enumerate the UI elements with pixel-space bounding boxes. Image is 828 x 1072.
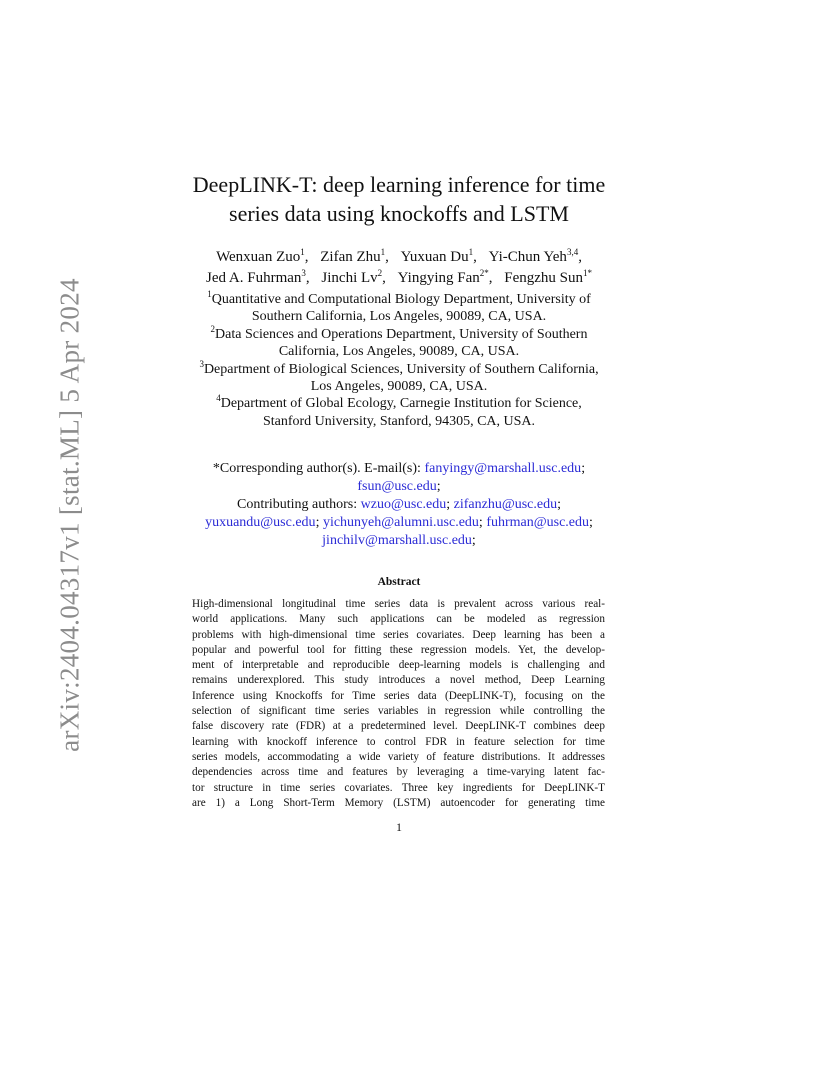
abstract-line: selection of significant time series variables in regression while controlling the <box>192 705 605 718</box>
abstract-line: problems with high-dimensional time series covariates. Deep learning has been a <box>192 628 605 641</box>
abstract-line: series models, accommodating a wide variety of feature distributions. It addresses <box>192 750 605 763</box>
page-number: 1 <box>396 820 402 834</box>
affiliation: $^4$Department of Global Ecology, Carnegie Institution for Science, Stanford University, Stanford, 94305, CA, USA. <box>216 393 582 429</box>
email-link[interactable]: fuhrman@usc.edu <box>486 515 590 530</box>
affiliations <box>150 291 648 430</box>
author: Jinchi Lv$^2$, <box>321 268 386 286</box>
contact-block: *Corresponding author(s). E-mail(s): fanyingy@marshall.usc.edu; fsun@usc.edu; Contributing authors: wzuo@usc.edu; zifanzhu@usc.edu; yuxuandu@usc.edu; yichunyeh@alumni.usc.edu; fuhrman@usc.edu; jinchilv@marshall.usc.edu; <box>150 460 648 550</box>
abstract-line: ment of interpretable and reproducible deep-learning models is challenging and <box>192 659 605 672</box>
email-link[interactable]: wzuo@usc.edu <box>360 497 447 512</box>
abstract-line: High-dimensional longitudinal time series data is prevalent across various real- <box>192 598 605 610</box>
contributing-label: Contributing authors: <box>236 497 358 512</box>
author: Yingying Fan$^{2*}$, <box>397 268 493 286</box>
abstract-line: remains underexplored. This study introduces a novel method, Deep Learning <box>192 674 605 687</box>
abstract-line: world applications. Many such applications can be modeled as regression <box>192 613 605 626</box>
abstract-line: tor structure in time series covariates. Three key ingredients for DeepLINK-T <box>192 781 605 794</box>
author-row-1 <box>150 247 648 268</box>
email-link[interactable]: jinchilv@marshall.usc.edu <box>322 533 472 548</box>
arxiv-stamp: arXiv:2404.04317v1 [stat.ML] 5 Apr 2024 <box>54 278 85 752</box>
abstract-line: false discovery rate (FDR) at a predetermined level. DeepLINK-T combines deep <box>192 720 605 733</box>
affiliation: $^1$Quantitative and Computational Biology Department, University of Southern California, Los Angeles, 90089, CA, USA. <box>207 289 591 325</box>
title-line-1: DeepLINK-T: deep learning inference for time <box>192 172 606 197</box>
email-link[interactable]: fsun@usc.edu <box>357 479 437 494</box>
corresponding-label: *Corresponding author(s). E-mail(s): <box>212 461 421 476</box>
email-link[interactable]: fanyingy@marshall.usc.edu <box>424 461 582 476</box>
abstract-line: Inference using Knockoffs for Time series data (DeepLINK-T), focusing on the <box>192 689 605 702</box>
abstract-line: are 1) a Long Short-Term Memory (LSTM) autoencoder for generating time <box>192 796 605 809</box>
author: Jed A. Fuhrman$^3$, <box>205 268 310 286</box>
paper-title <box>150 170 648 228</box>
author-row-2 <box>150 268 648 289</box>
abstract-body <box>192 597 605 811</box>
email-link[interactable]: yuxuandu@usc.edu <box>205 515 316 530</box>
author: Yuxuan Du$^1$, <box>400 247 477 265</box>
email-link[interactable]: zifanzhu@usc.edu <box>453 497 558 512</box>
abstract-line: popular and powerful tool for fitting these regression models. Yet, the develop- <box>192 643 605 656</box>
email-link[interactable]: yichunyeh@alumni.usc.edu <box>322 515 479 530</box>
title-line-2: series data using knockoffs and LSTM <box>229 201 569 226</box>
author-list <box>150 247 648 289</box>
contributing-line: Contributing authors: wzuo@usc.edu; zifanzhu@usc.edu; <box>236 497 561 512</box>
corresponding-line: *Corresponding author(s). E-mail(s): fanyingy@marshall.usc.edu; <box>212 461 586 476</box>
affiliation: $^3$Department of Biological Sciences, University of Southern California, Los Angeles, 90089, CA, USA. <box>199 358 599 395</box>
author: Fengzhu Sun$^{1*}$ <box>504 268 592 286</box>
abstract-heading: Abstract <box>377 576 421 588</box>
abstract-line: dependencies across time and features by leveraging a time-varying latent fac- <box>192 766 605 779</box>
author: Zifan Zhu$^1$, <box>320 247 389 265</box>
abstract-line: learning with knockoff inference to control FDR in feature selection for time <box>192 735 605 748</box>
author: Wenxuan Zuo$^1$, <box>216 247 309 265</box>
affiliation: $^2$Data Sciences and Operations Department, University of Southern California, Los Angeles, 90089, CA, USA. <box>210 323 588 360</box>
author: Yi-Chun Yeh$^{3,4}$, <box>488 247 582 265</box>
